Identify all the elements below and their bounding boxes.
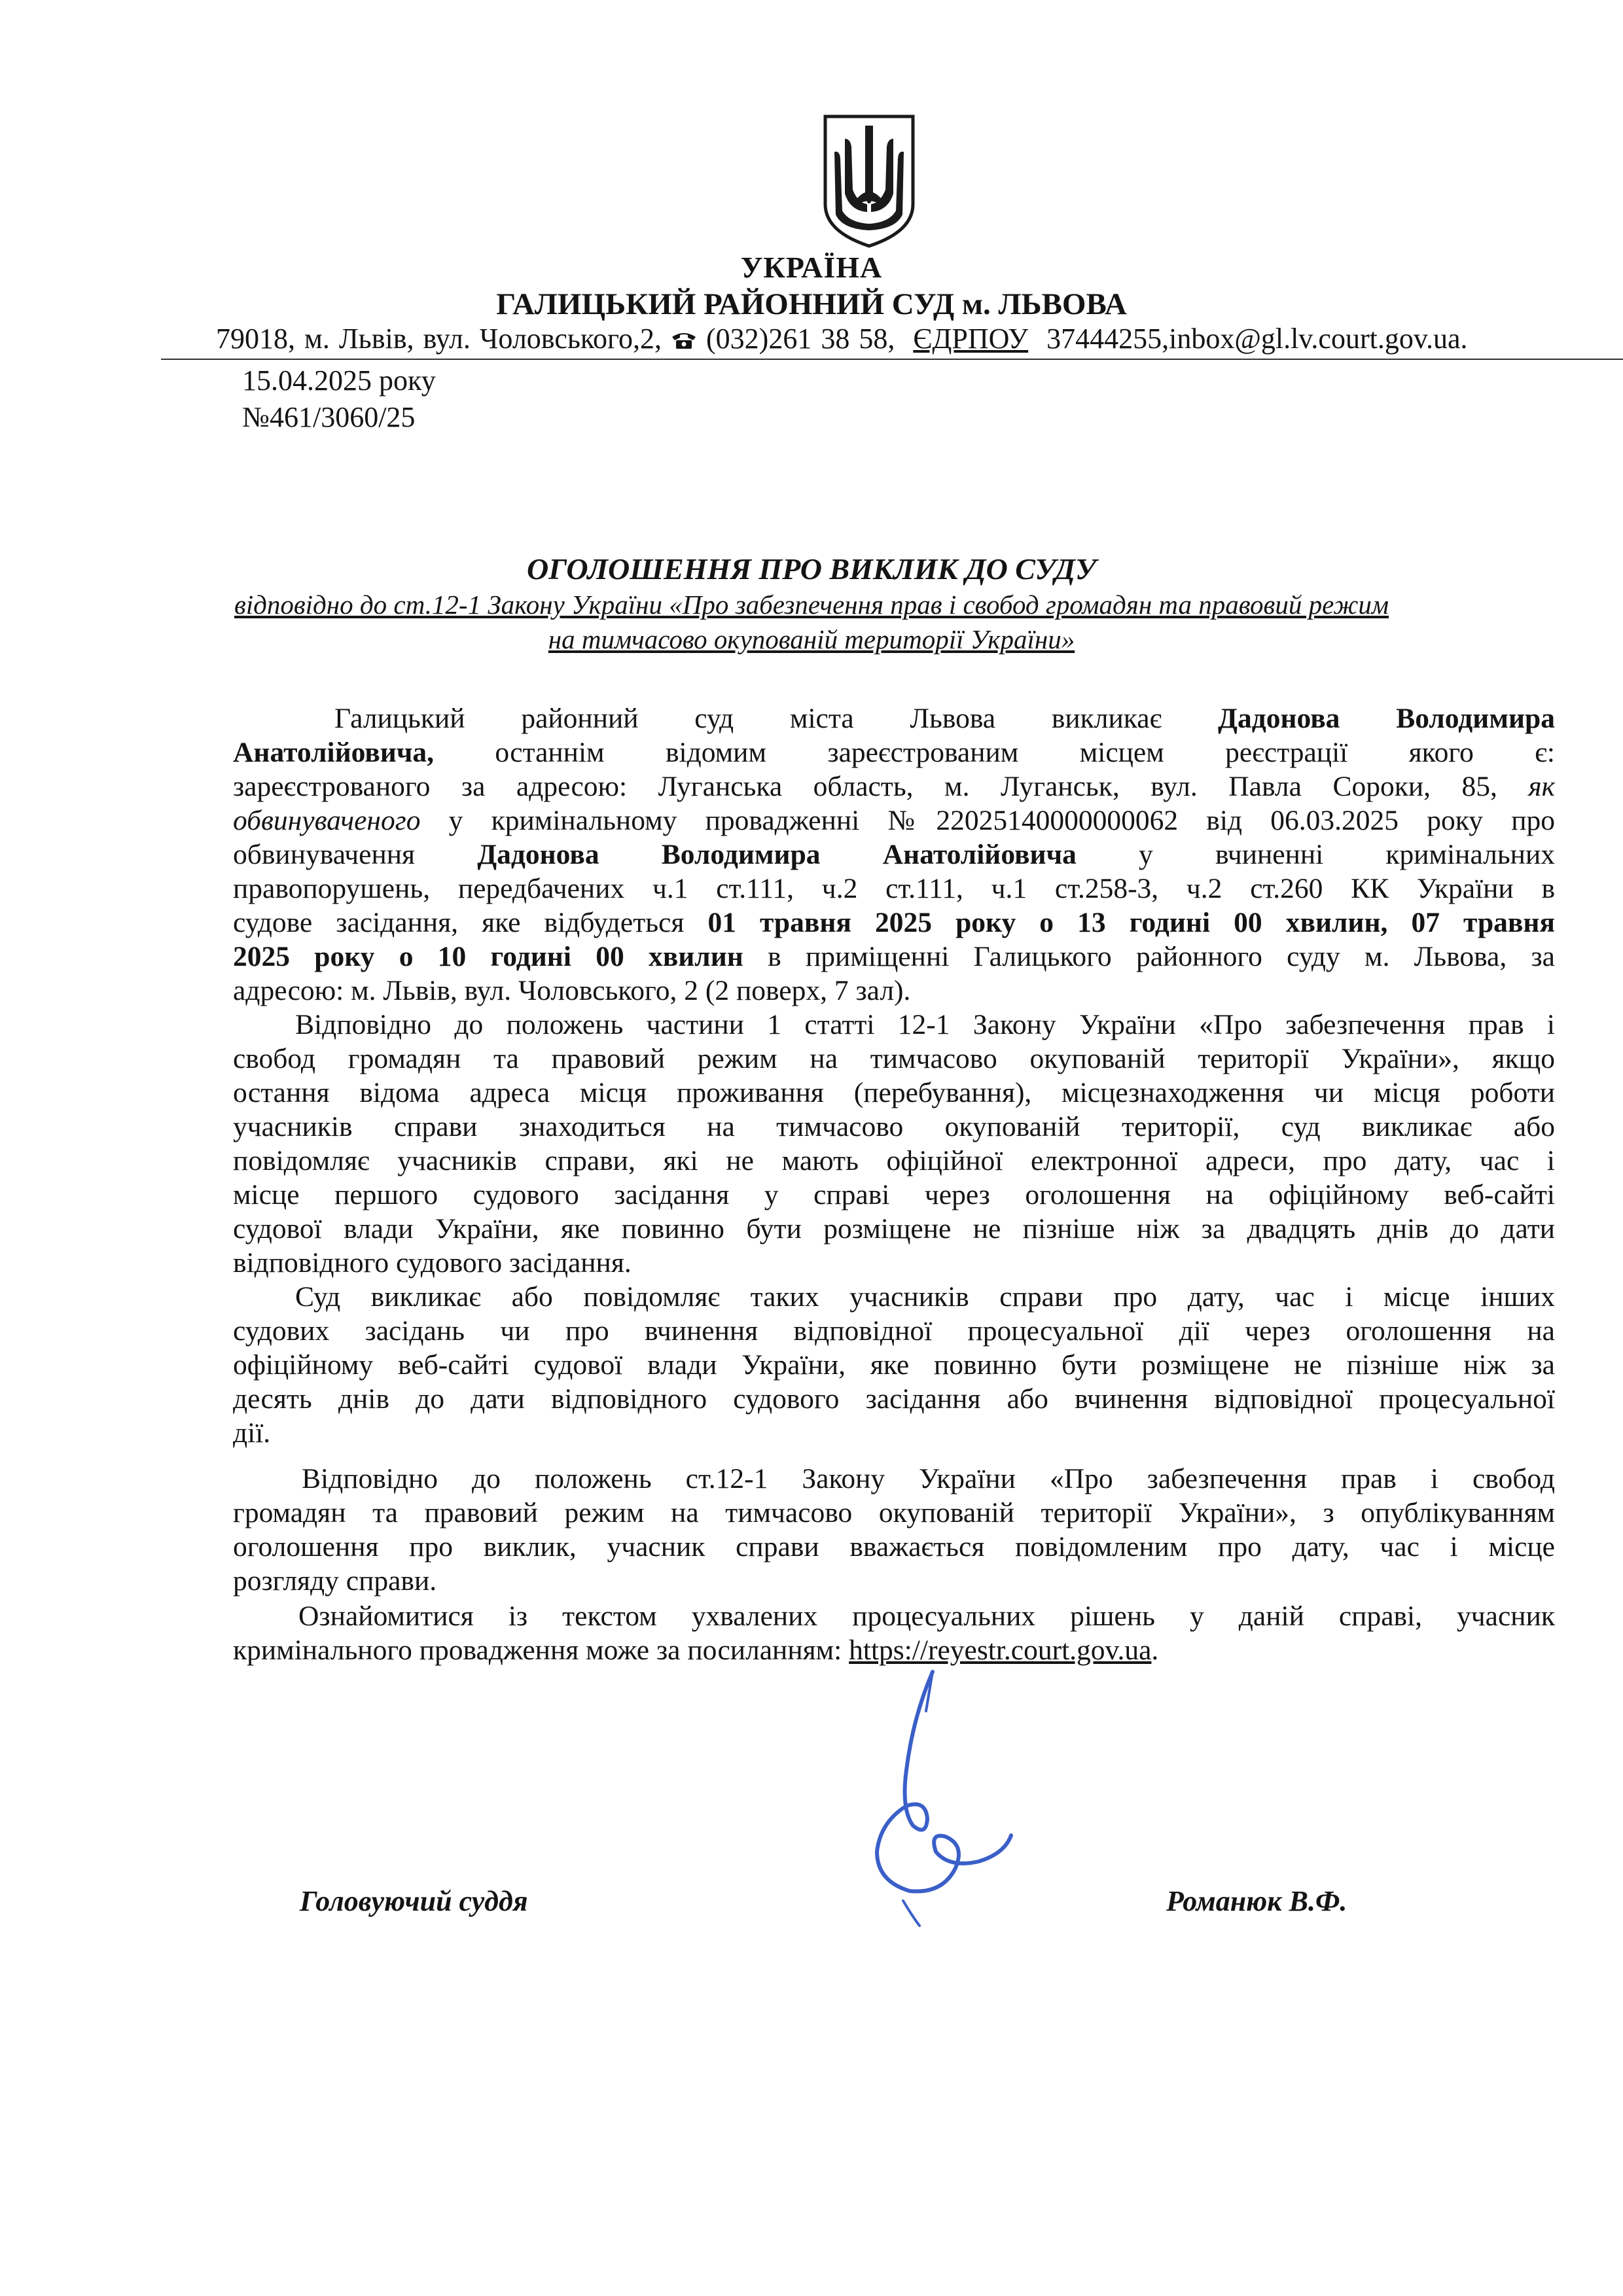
registration-number: №461/3060/25 <box>242 401 416 433</box>
document-title: ОГОЛОШЕННЯ ПРО ВИКЛИК ДО СУДУ <box>527 552 1096 586</box>
paragraph-2-line: місце першого судового засідання у справі через оголошення на офіційному веб-сайті <box>233 1179 1555 1210</box>
document-date: 15.04.2025 року <box>242 364 436 397</box>
edrpou-and-email: 37444255,inbox@gl.lv.court.gov.ua. <box>1046 323 1468 355</box>
paragraph-1-line: адресою: м. Львів, вул. Чоловського, 2 (2 поверх, 7 зал). <box>233 975 911 1006</box>
paragraph-3-line: Суд викликає або повідомляє таких учасників справи про дату, час і місце інших <box>295 1281 1555 1313</box>
paragraph-2-line: Відповідно до положень частини 1 статті 12-1 Закону України «Про забезпечення прав і <box>295 1009 1555 1040</box>
paragraph-4-line: громадян та правовий режим на тимчасово окупованій території України», з опублікуванням <box>233 1497 1555 1528</box>
paragraph-5-line: Ознайомитися із текстом ухвалених процесуальних рішень у даній справі, учасник <box>298 1600 1555 1632</box>
paragraph-1-line: Анатолійовича, останнім відомим зареєстрованим місцем реєстрації якого є: <box>233 737 1555 768</box>
judge-name: Романюк В.Ф. <box>1166 1885 1347 1917</box>
paragraph-3-line: офіційному веб-сайті судової влади України, яке повинно бути розміщене не пізніше ніж за <box>233 1349 1555 1381</box>
phone-icon <box>671 330 697 350</box>
paragraph-2-line: свобод громадян та правовий режим на тимчасово окупованій території України», якщо <box>233 1043 1555 1074</box>
paragraph-1-line: зареєстрованого за адресою: Луганська область, м. Луганськ, вул. Павла Сороки, 85, як <box>233 771 1555 802</box>
country-name: УКРАЇНА <box>740 251 883 284</box>
paragraph-4-line: Відповідно до положень ст.12-1 Закону України «Про забезпечення прав і свобод <box>302 1463 1555 1494</box>
paragraph-5-line: кримінального провадження може за посиланням: https://reyestr.court.gov.ua. <box>233 1634 1159 1666</box>
paragraph-3-line: судових засідань чи про вчинення відповідної процесуальної дії через оголошення на <box>233 1315 1555 1347</box>
handwritten-signature <box>815 1665 1031 1927</box>
registry-link[interactable]: https://reyestr.court.gov.ua <box>849 1634 1152 1666</box>
paragraph-1-line: обвинуваченого у кримінальному провадженні №22025140000000062 від 06.03.2025 року про <box>233 805 1555 836</box>
address-text: 79018, м. Львів, вул. Чоловського,2, <box>216 323 662 355</box>
edrpou-label: ЄДРПОУ <box>913 323 1029 355</box>
paragraph-2-line: учасників справи знаходиться на тимчасово окупованій території, суд викликає або <box>233 1111 1555 1142</box>
presiding-judge-label: Головуючий суддя <box>300 1885 528 1917</box>
court-name: ГАЛИЦЬКИЙ РАЙОННИЙ СУД м. ЛЬВОВА <box>496 287 1127 321</box>
paragraph-1-line: Галицький районний суд міста Львова викликає Дадонова Володимира <box>334 703 1556 734</box>
paragraph-1-line: судове засідання, яке відбудеться 01 травня 2025 року о 13 годині 00 хвилин, 07 травня <box>233 907 1555 938</box>
paragraph-3-line: дії. <box>233 1417 271 1449</box>
paragraph-2-line: повідомляє учасників справи, які не мають офіційної електронної адреси, про дату, час і <box>233 1145 1555 1176</box>
document-subtitle-line2: на тимчасово окупованій території України» <box>548 624 1075 654</box>
paragraph-4-line: розгляду справи. <box>233 1565 437 1597</box>
header-divider <box>161 359 1623 360</box>
paragraph-2-line: остання відома адреса місця проживання (перебування), місцезнаходження чи місця роботи <box>233 1077 1555 1108</box>
paragraph-1-line: обвинувачення Дадонова Володимира Анатолійовича у вчиненні кримінальних <box>233 839 1555 870</box>
court-address: 79018, м. Львів, вул. Чоловського,2, (032)261 38 58, ЄДРПОУ 37444255,inbox@gl.lv.court.gov.ua. <box>216 323 1468 355</box>
paragraph-1-line: правопорушень, передбачених ч.1 ст.111, ч.2 ст.111, ч.1 ст.258-3, ч.2 ст.260 КК України в <box>233 873 1555 904</box>
paragraph-4-line: оголошення про виклик, учасник справи вважається повідомленим про дату, час і місце <box>233 1531 1555 1563</box>
coat-of-arms-icon <box>820 113 918 249</box>
paragraph-2-line: судової влади України, яке повинно бути розміщене не пізніше ніж за двадцять днів до дати <box>233 1213 1555 1245</box>
paragraph-1-line: 2025 року о 10 годині 00 хвилин в приміщенні Галицького районного суду м. Львова, за <box>233 941 1555 972</box>
paragraph-2-line: відповідного судового засідання. <box>233 1247 632 1279</box>
phone-number: (032)261 38 58 <box>706 323 888 355</box>
paragraph-3-line: десять днів до дати відповідного судового засідання або вчинення відповідної процесуальної <box>233 1383 1555 1415</box>
document-subtitle-line1: відповідно до ст.12-1 Закону України «Про забезпечення прав і свобод громадян та правовий режим <box>234 590 1389 620</box>
